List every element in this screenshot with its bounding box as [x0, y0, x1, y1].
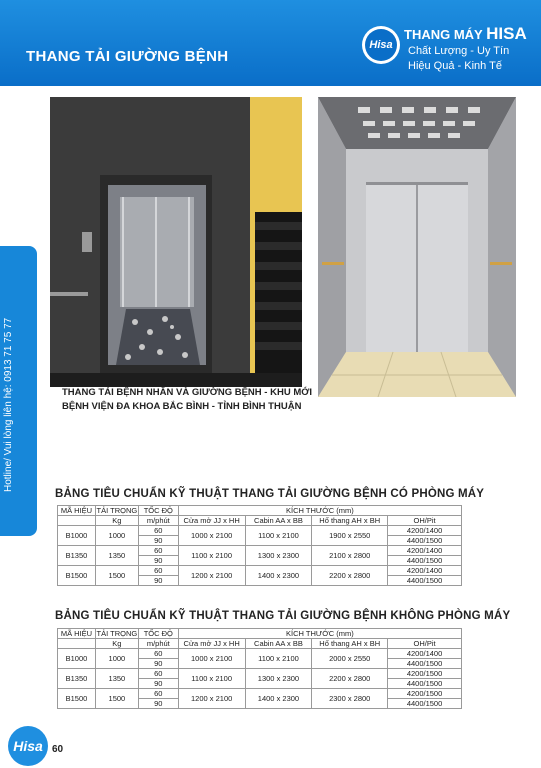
cell-cabin: 1400 x 2300: [245, 566, 312, 586]
cell-speed: 90: [138, 679, 178, 689]
cell-door: 1200 x 2100: [178, 566, 245, 586]
spec-table-machine-roomless: [57, 628, 462, 709]
cell-shaft: 2000 x 2550: [312, 649, 388, 669]
table-row: [58, 526, 462, 536]
table-row: [58, 649, 462, 659]
cell-load: 1000: [95, 526, 138, 546]
cell-model: B1500: [58, 689, 96, 709]
header-model: MÃ HIỆU: [58, 629, 96, 639]
cell-ohpit: 4400/1500: [388, 556, 462, 566]
cell-ohpit: 4400/1500: [388, 576, 462, 586]
cell-cabin: 1300 x 2300: [245, 669, 312, 689]
brand-emphasis: HISA: [486, 24, 527, 43]
cell-speed: 90: [138, 659, 178, 669]
cell-speed: 90: [138, 576, 178, 586]
cell-shaft: 2100 x 2800: [312, 546, 388, 566]
hisa-logo: [362, 26, 400, 64]
table-subheader-row: [58, 639, 462, 649]
cell-load: 1500: [95, 566, 138, 586]
header-speed-unit: m/phút: [138, 639, 178, 649]
header-divider: [0, 86, 541, 88]
header-cabin: Cabin AA x BB: [245, 516, 312, 526]
cell-ohpit: 4200/1400: [388, 546, 462, 556]
header-door: Cửa mở JJ x HH: [178, 639, 245, 649]
cell-load: 1350: [95, 669, 138, 689]
cell-door: 1000 x 2100: [178, 526, 245, 546]
table-row: [58, 566, 462, 576]
cell-speed: 60: [138, 566, 178, 576]
cell-cabin: 1100 x 2100: [245, 649, 312, 669]
cell-ohpit: 4200/1500: [388, 669, 462, 679]
header-size-group: KÍCH THƯỚC (mm): [178, 506, 461, 516]
cell-speed: 60: [138, 669, 178, 679]
header-shaft: Hố thang AH x BH: [312, 516, 388, 526]
header-ohpit: OH/Pit: [388, 516, 462, 526]
cell-speed: 60: [138, 526, 178, 536]
cell-ohpit: 4400/1500: [388, 536, 462, 546]
cell-ohpit: 4200/1400: [388, 526, 462, 536]
page-number: 60: [52, 744, 64, 755]
brand-prefix: THANG MÁY: [404, 27, 487, 42]
cell-speed: 90: [138, 536, 178, 546]
brand-name: [404, 24, 527, 44]
cell-model: B1500: [58, 566, 96, 586]
cell-load: 1500: [95, 689, 138, 709]
cell-door: 1100 x 2100: [178, 669, 245, 689]
cell-ohpit: 4400/1500: [388, 679, 462, 689]
cell-speed: 60: [138, 689, 178, 699]
cell-ohpit: 4200/1400: [388, 649, 462, 659]
hisa-logo-mark: Hisa: [365, 29, 397, 61]
header-size-group: KÍCH THƯỚC (mm): [178, 629, 461, 639]
lobby-elevator-photo: [50, 97, 302, 387]
cell-shaft: 2200 x 2800: [312, 669, 388, 689]
header-speed: TỐC ĐỘ: [138, 506, 178, 516]
header-load: TẢI TRỌNG: [96, 506, 138, 515]
cell-cabin: 1400 x 2300: [245, 689, 312, 709]
lobby-elevator-illustration: [50, 97, 302, 387]
table-header-row: [58, 506, 462, 516]
table-row: [58, 669, 462, 679]
brand-tagline-1: Chất Lượng - Uy Tín: [408, 45, 510, 57]
cell-load: 1000: [95, 649, 138, 669]
cell-ohpit: 4400/1500: [388, 659, 462, 669]
header-cabin: Cabin AA x BB: [245, 639, 312, 649]
cell-model: B1350: [58, 546, 96, 566]
photo-caption: [62, 386, 362, 414]
cell-speed: 90: [138, 556, 178, 566]
cell-model: B1350: [58, 669, 96, 689]
cell-door: 1000 x 2100: [178, 649, 245, 669]
cell-cabin: 1300 x 2300: [245, 546, 312, 566]
header-bar: [0, 0, 541, 86]
cell-shaft: 2200 x 2800: [312, 566, 388, 586]
table-header-row: [58, 629, 462, 639]
spec-table-machine-room: [57, 505, 462, 586]
table1-title: BẢNG TIÊU CHUẨN KỸ THUẬT THANG TẢI GIƯỜNG BỆNH CÓ PHÒNG MÁY: [55, 488, 485, 500]
header-load-unit: Kg: [95, 516, 138, 526]
cell-load: 1350: [95, 546, 138, 566]
header-model-blank: [58, 639, 96, 649]
header-speed-unit: m/phút: [138, 516, 178, 526]
cell-ohpit: 4200/1400: [388, 566, 462, 576]
caption-line-1: THANG TẢI BỆNH NHÂN VÀ GIƯỜNG BỆNH - KHU MỚI: [62, 387, 312, 398]
header-model-blank: [58, 516, 96, 526]
header-model: MÃ HIỆU: [58, 506, 96, 516]
cell-model: B1000: [58, 526, 96, 546]
cell-ohpit: 4200/1500: [388, 689, 462, 699]
table2-title: BẢNG TIÊU CHUẨN KỸ THUẬT THANG TẢI GIƯỜNG BỆNH KHÔNG PHÒNG MÁY: [55, 610, 511, 622]
brand-block: [404, 24, 527, 74]
cabin-interior-photo: [318, 97, 516, 397]
cell-speed: 60: [138, 546, 178, 556]
table-subheader-row: [58, 516, 462, 526]
cell-shaft: 2300 x 2800: [312, 689, 388, 709]
cell-ohpit: 4400/1500: [388, 699, 462, 709]
cell-shaft: 1900 x 2550: [312, 526, 388, 546]
caption-line-2: BỆNH VIỆN ĐA KHOA BẮC BÌNH - TỈNH BÌNH THUẬN: [62, 401, 302, 412]
table-row: [58, 689, 462, 699]
brand-tagline-2: Hiệu Quả - Kinh Tế: [408, 60, 502, 72]
header-load-unit: Kg: [95, 639, 138, 649]
page-title: THANG TẢI GIƯỜNG BỆNH: [26, 48, 229, 65]
cell-model: B1000: [58, 649, 96, 669]
header-load: TẢI TRỌNG: [96, 629, 138, 638]
header-shaft: Hố thang AH x BH: [312, 639, 388, 649]
cell-cabin: 1100 x 2100: [245, 526, 312, 546]
cell-speed: 90: [138, 699, 178, 709]
cell-door: 1100 x 2100: [178, 546, 245, 566]
hotline-text: [3, 462, 14, 492]
cell-speed: 60: [138, 649, 178, 659]
cabin-interior-illustration: [318, 97, 516, 397]
header-ohpit: OH/Pit: [388, 639, 462, 649]
header-speed: TỐC ĐỘ: [138, 629, 178, 639]
header-door: Cửa mở JJ x HH: [178, 516, 245, 526]
footer-hisa-logo: Hisa: [8, 726, 48, 766]
cell-door: 1200 x 2100: [178, 689, 245, 709]
table-row: [58, 546, 462, 556]
